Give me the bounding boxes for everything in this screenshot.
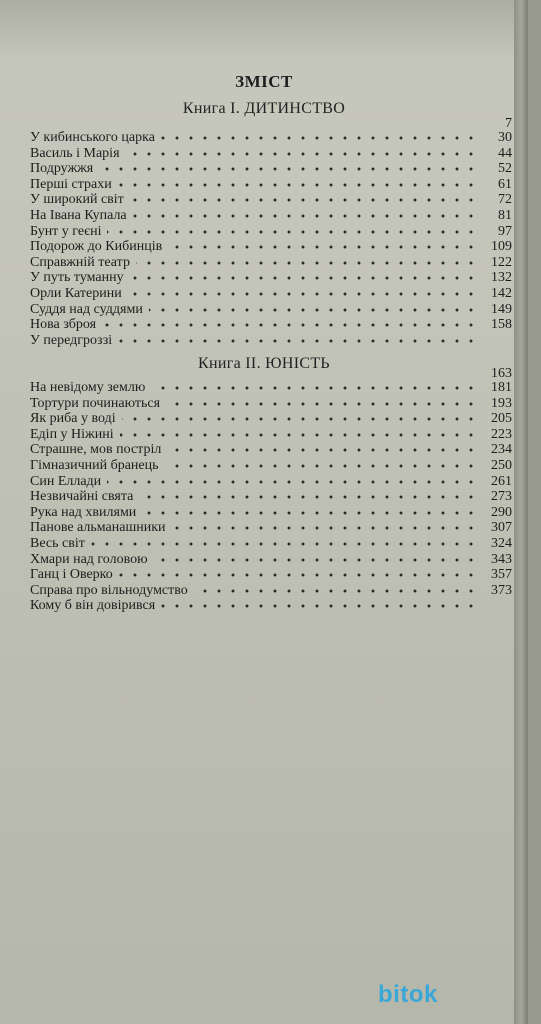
toc-entry xyxy=(30,583,512,599)
toc-book-two xyxy=(30,368,512,614)
dot-leader xyxy=(139,495,478,499)
toc-entry-page: 132 xyxy=(491,270,512,286)
dot-leader xyxy=(107,230,478,234)
toc-entry-title: Василь і Марія xyxy=(30,145,120,161)
toc-entry-title: Кому б він довірився xyxy=(30,598,156,614)
dot-leader xyxy=(133,214,478,218)
dot-leader xyxy=(99,167,478,171)
page-shadow xyxy=(0,0,528,60)
dot-leader xyxy=(91,542,478,546)
dot-leader xyxy=(161,136,478,140)
toc-entry-page: 52 xyxy=(498,161,512,177)
toc-entry xyxy=(30,270,512,286)
toc-entry xyxy=(30,302,512,318)
toc-entry xyxy=(30,474,512,490)
dot-leader xyxy=(149,308,478,312)
page-edge xyxy=(514,0,528,1024)
toc-entry-page: 193 xyxy=(491,395,512,411)
toc-entry xyxy=(30,224,512,240)
toc-entry-title: Орли Катерини xyxy=(30,285,122,301)
toc-entry-title: Панове альманашники xyxy=(30,520,166,536)
toc-entry-title: Гімназичний бранець xyxy=(30,457,159,473)
toc-entry-page: 181 xyxy=(491,380,512,395)
dot-leader xyxy=(130,276,478,280)
dot-leader xyxy=(118,183,478,187)
toc-entry-title: У кибинського царка xyxy=(30,130,155,145)
toc-entry-page: 7 xyxy=(505,116,512,131)
toc-entry-page: 223 xyxy=(491,426,512,442)
toc-entry-title: Страшне, мов постріл xyxy=(30,442,162,458)
toc-entry xyxy=(30,118,512,130)
dot-leader xyxy=(154,558,478,562)
toc-entry xyxy=(30,130,512,146)
toc-entry xyxy=(30,177,512,193)
toc-entry-title: Тортури починаються xyxy=(30,395,161,411)
toc-entry xyxy=(30,396,512,412)
toc-entry-title: У передгроззі xyxy=(30,332,113,348)
watermark-text: bitok xyxy=(378,981,438,1008)
toc-entry-page: 234 xyxy=(491,442,512,458)
toc-entry-title: Весь світ xyxy=(30,535,85,551)
toc-entry-page: 357 xyxy=(491,567,512,583)
toc-entry xyxy=(30,161,512,177)
watermark-logo xyxy=(378,975,528,1015)
toc-entry-title: Подружжя xyxy=(30,161,94,177)
book-one-heading: Книга I. ДИТИНСТВО xyxy=(182,100,346,117)
toc-entry xyxy=(30,552,512,568)
toc-entry xyxy=(30,520,512,536)
dot-leader xyxy=(107,480,478,484)
dot-leader xyxy=(168,245,478,249)
toc-entry-page: 149 xyxy=(491,301,512,317)
toc-entry-title: Рука над хвилями xyxy=(30,504,137,520)
toc-entry xyxy=(30,286,512,302)
dot-leader xyxy=(161,604,478,608)
toc-entry xyxy=(30,442,512,458)
toc-entry-title: У путь туманну xyxy=(30,270,124,286)
toc-entry-page: 72 xyxy=(498,192,512,208)
toc-entry xyxy=(30,333,512,349)
dot-leader xyxy=(165,464,478,468)
toc-entry-page: 163 xyxy=(491,366,512,381)
toc-entry-title: Справа про вільнодумство xyxy=(30,582,188,598)
dot-leader xyxy=(136,261,478,265)
dot-leader xyxy=(142,511,478,515)
toc-entry-page: 97 xyxy=(498,223,512,239)
toc-entry-page: 290 xyxy=(491,504,512,520)
toc-entry xyxy=(30,368,512,380)
toc-entry xyxy=(30,380,512,396)
toc-entry xyxy=(30,427,512,443)
dot-leader xyxy=(118,339,478,343)
dot-leader xyxy=(102,323,478,327)
toc-entry xyxy=(30,255,512,271)
toc-entry-page: 122 xyxy=(491,254,512,270)
toc-entry xyxy=(30,489,512,505)
toc-entry-page: 205 xyxy=(491,411,512,427)
toc-entry-title: На Івана Купала xyxy=(30,207,127,223)
book-two-heading: Книга II. ЮНІСТЬ xyxy=(198,355,330,372)
toc-entry-title: Нова зброя xyxy=(30,317,97,333)
dot-leader xyxy=(128,292,478,296)
toc-entry-page: 142 xyxy=(491,285,512,301)
toc-entry xyxy=(30,458,512,474)
toc-entry-page: 61 xyxy=(498,176,512,192)
dot-leader xyxy=(126,152,478,156)
toc-entry xyxy=(30,146,512,162)
toc-entry-page: 158 xyxy=(491,317,512,333)
toc-entry-page: 109 xyxy=(491,239,512,255)
toc-entry xyxy=(30,536,512,552)
toc-book-one xyxy=(30,118,512,348)
toc-entry-page: 307 xyxy=(491,520,512,536)
toc-entry-title: Суддя над суддями xyxy=(30,301,143,317)
toc-entry xyxy=(30,317,512,333)
toc-entry xyxy=(30,239,512,255)
toc-entry-page: 373 xyxy=(491,582,512,598)
toc-entry xyxy=(30,505,512,521)
toc-entry-page: 250 xyxy=(491,457,512,473)
toc-entry-title: У широкий світ xyxy=(30,192,124,208)
toc-entry-title: Хмари над головою xyxy=(30,551,148,567)
toc-entry-title: На невідому землю xyxy=(30,380,146,395)
toc-entry xyxy=(30,598,512,614)
toc-entry-page: 324 xyxy=(491,535,512,551)
dot-leader xyxy=(172,526,478,530)
toc-entry-page: 261 xyxy=(491,473,512,489)
dot-leader xyxy=(151,386,478,390)
toc-entry-title: Незвичайні свята xyxy=(30,489,134,505)
toc-entry xyxy=(30,192,512,208)
dot-leader xyxy=(122,417,478,421)
toc-entry-page: 273 xyxy=(491,489,512,505)
dot-leader xyxy=(120,433,478,437)
toc-entry xyxy=(30,567,512,583)
toc-entry-page: 44 xyxy=(498,145,512,161)
toc-entry-page: 343 xyxy=(491,551,512,567)
toc-entry xyxy=(30,208,512,224)
toc-entry-page: 30 xyxy=(498,130,512,145)
dot-leader xyxy=(119,573,478,577)
dot-leader xyxy=(194,589,478,593)
toc-entry-title: Син Еллади xyxy=(30,473,102,489)
toc-entry-title: Справжній театр xyxy=(30,254,130,270)
dot-leader xyxy=(166,402,478,406)
dot-leader xyxy=(130,198,478,202)
toc-entry-title: Як риба у воді xyxy=(30,411,116,427)
toc-entry xyxy=(30,411,512,427)
toc-entry-title: Едіп у Ніжині xyxy=(30,426,114,442)
toc-entry-page: 81 xyxy=(498,207,512,223)
toc-entry-title: Ганц і Оверко xyxy=(30,567,113,583)
toc-entry-title: Бунт у геєні xyxy=(30,223,102,239)
dot-leader xyxy=(167,448,478,452)
toc-entry-title: Перші страхи xyxy=(30,176,112,192)
page-title: ЗМІСТ xyxy=(235,72,293,91)
toc-entry-title: Подорож до Кибинців xyxy=(30,239,163,255)
